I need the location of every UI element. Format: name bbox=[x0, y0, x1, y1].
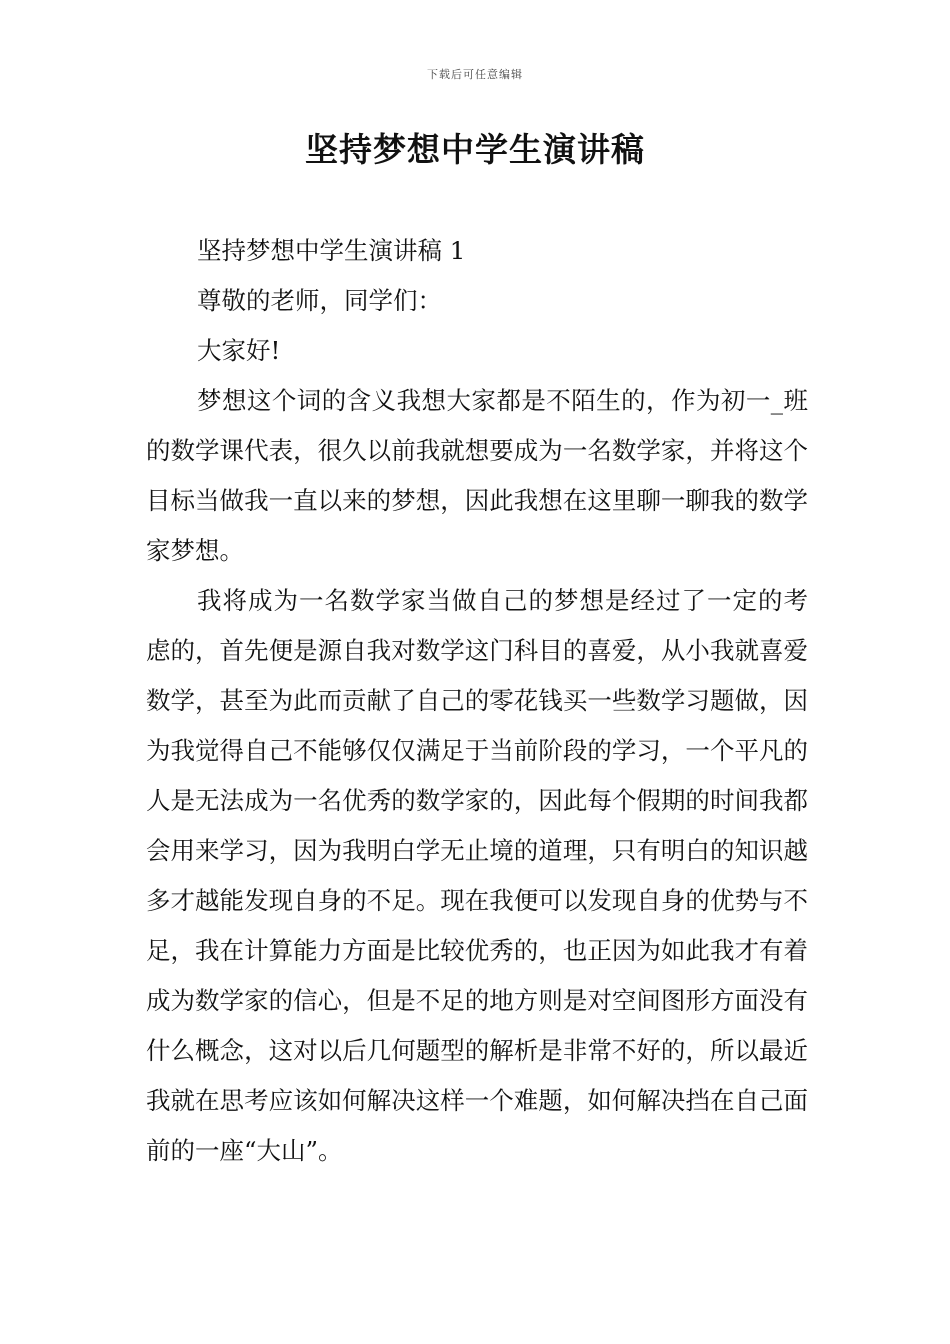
page-title: 坚持梦想中学生演讲稿 bbox=[305, 130, 645, 169]
header-note: 下载后可任意编辑 bbox=[427, 68, 523, 81]
document-body bbox=[146, 226, 808, 1176]
greeting: 大家好! bbox=[197, 336, 281, 365]
paragraph-2: 我将成为一名数学家当做自己的梦想是经过了一定的考虑的，首先便是源自我对数学这门科目的喜爱，从小我就喜爱数学，甚至为此而贡献了自己的零花钱买一些数学习题做，因为我觉得自己不能够仅仅满足于当前阶段的学习，一个平凡的人是无法成为一名优秀的数学家的，因此每个假期的时间我都会用来学习，因为我明白学无止境的道理，只有明白的知识越多才越能发现自身的不足。现在我便可以发现自身的优势与不足，我在计算能力方面是比较优秀的，也正因为如此我才有着成为数学家的信心，但是不足的地方则是对空间图形方面没有什么概念，这对以后几何题型的解析是非常不好的，所以最近我就在思考应该如何解决这样一个难题，如何解决挡在自己面前的一座“大山”。 bbox=[146, 586, 808, 1165]
paragraph-1: 梦想这个词的含义我想大家都是不陌生的，作为初一_班的数学课代表，很久以前我就想要成为一名数学家，并将这个目标当做我一直以来的梦想，因此我想在这里聊一聊我的数学家梦想。 bbox=[146, 386, 808, 565]
speech-subtitle: 坚持梦想中学生演讲稿 1 bbox=[197, 236, 466, 265]
salutation: 尊敬的老师，同学们： bbox=[197, 286, 442, 315]
